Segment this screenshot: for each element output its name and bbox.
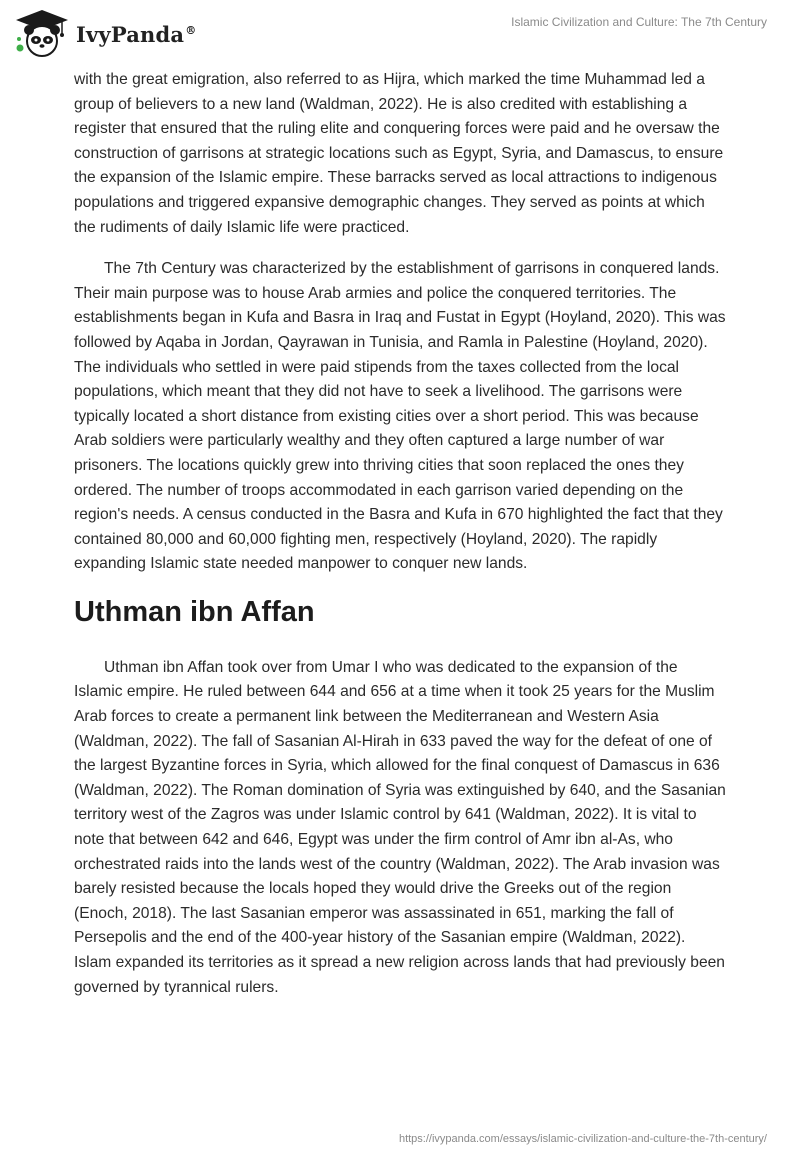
logo-name: IvyPanda <box>76 21 185 47</box>
panda-graduate-icon <box>14 8 70 60</box>
page-header <box>0 0 800 68</box>
essay-content <box>74 68 726 1017</box>
registered-mark: ® <box>185 23 197 37</box>
paragraph-uthman: Uthman ibn Affan took over from Umar I who was dedicated to the expansion of the Islamic empire. He ruled between 644 and 656 at a time when it took 25 years for the Muslim Arab forces to create a permanent link between the Mediterranean and Western Asia (Waldman, 2022). The fall of Sasanian Al-Hirah in 633 paved the way for the defeat of one of the largest Byzantine forces in Syria, which allowed for the final conquest of Damascus in 636 (Waldman, 2022). The Roman domination of Syria was extinguished by 640, and the Sasanian territory west of the Zagros was under Islamic control by 641 (Waldman, 2022). It is vital to note that between 642 and 646, Egypt was under the firm control of Amr ibn al-As, who orchestrated raids into the lands west of the country (Waldman, 2022). The Arab invasion was barely resisted because the locals hoped they would drive the Greeks out of the region (Enoch, 2018). The last Sasanian emperor was assassinated in 651, marking the fall of Persepolis and the end of the 400-year history of the Sasanian empire (Waldman, 2022). Islam expanded its territories as it spread a new religion across lands that had previously been governed by tyrannical rulers. <box>74 658 726 996</box>
source-url[interactable]: https://ivypanda.com/essays/islamic-civilization-and-culture-the-7th-century/ <box>398 1133 767 1145</box>
ivypanda-logo[interactable] <box>14 8 214 60</box>
logo-text <box>76 22 196 47</box>
section-heading-uthman: Uthman ibn Affan <box>74 595 315 628</box>
paragraph-hijra: with the great emigration, also referred to as Hijra, which marked the time Muhammad led a group of believers to a new land (Waldman, 2022). He is also credited with establishing a register that ensured that the ruling elite and conquering forces were paid and he oversaw the construction of garrisons at strategic locations such as Egypt, Syria, and Damascus, to ensure the expansion of the Islamic empire. These barracks served as local attractions to indigenous populations and triggered expansive demographic changes. They served as points at which the rudiments of daily Islamic life were practiced. <box>74 71 724 236</box>
paragraph-garrisons: The 7th Century was characterized by the establishment of garrisons in conquered lands. Their main purpose was to house Arab armies and police the conquered territories. The establishments began in Kufa and Basra in Iraq and Fustat in Egypt (Hoyland, 2020). This was followed by Aqaba in Jordan, Qayrawan in Tunisia, and Ramla in Palestine (Hoyland, 2020). The individuals who settled in were paid stipends from the taxes collected from the local populations, which meant that they did not have to seek a livelihood. The garrisons were typically located a short distance from existing cities over a short period. This was because Arab soldiers were particularly wealthy and they often captured a large number of war prisoners. The locations quickly grew into thriving cities that soon replaced the ones they ordered. The number of troops accommodated in each garrison varied depending on the region's needs. A census conducted in the Basra and Kufa in 670 highlighted the fact that they contained 80,000 and 60,000 fighting men, respectively (Hoyland, 2020). The rapidly expanding Islamic state needed manpower to conquer new lands. <box>74 260 726 573</box>
document-title: Islamic Civilization and Culture: The 7th Century <box>511 15 767 29</box>
